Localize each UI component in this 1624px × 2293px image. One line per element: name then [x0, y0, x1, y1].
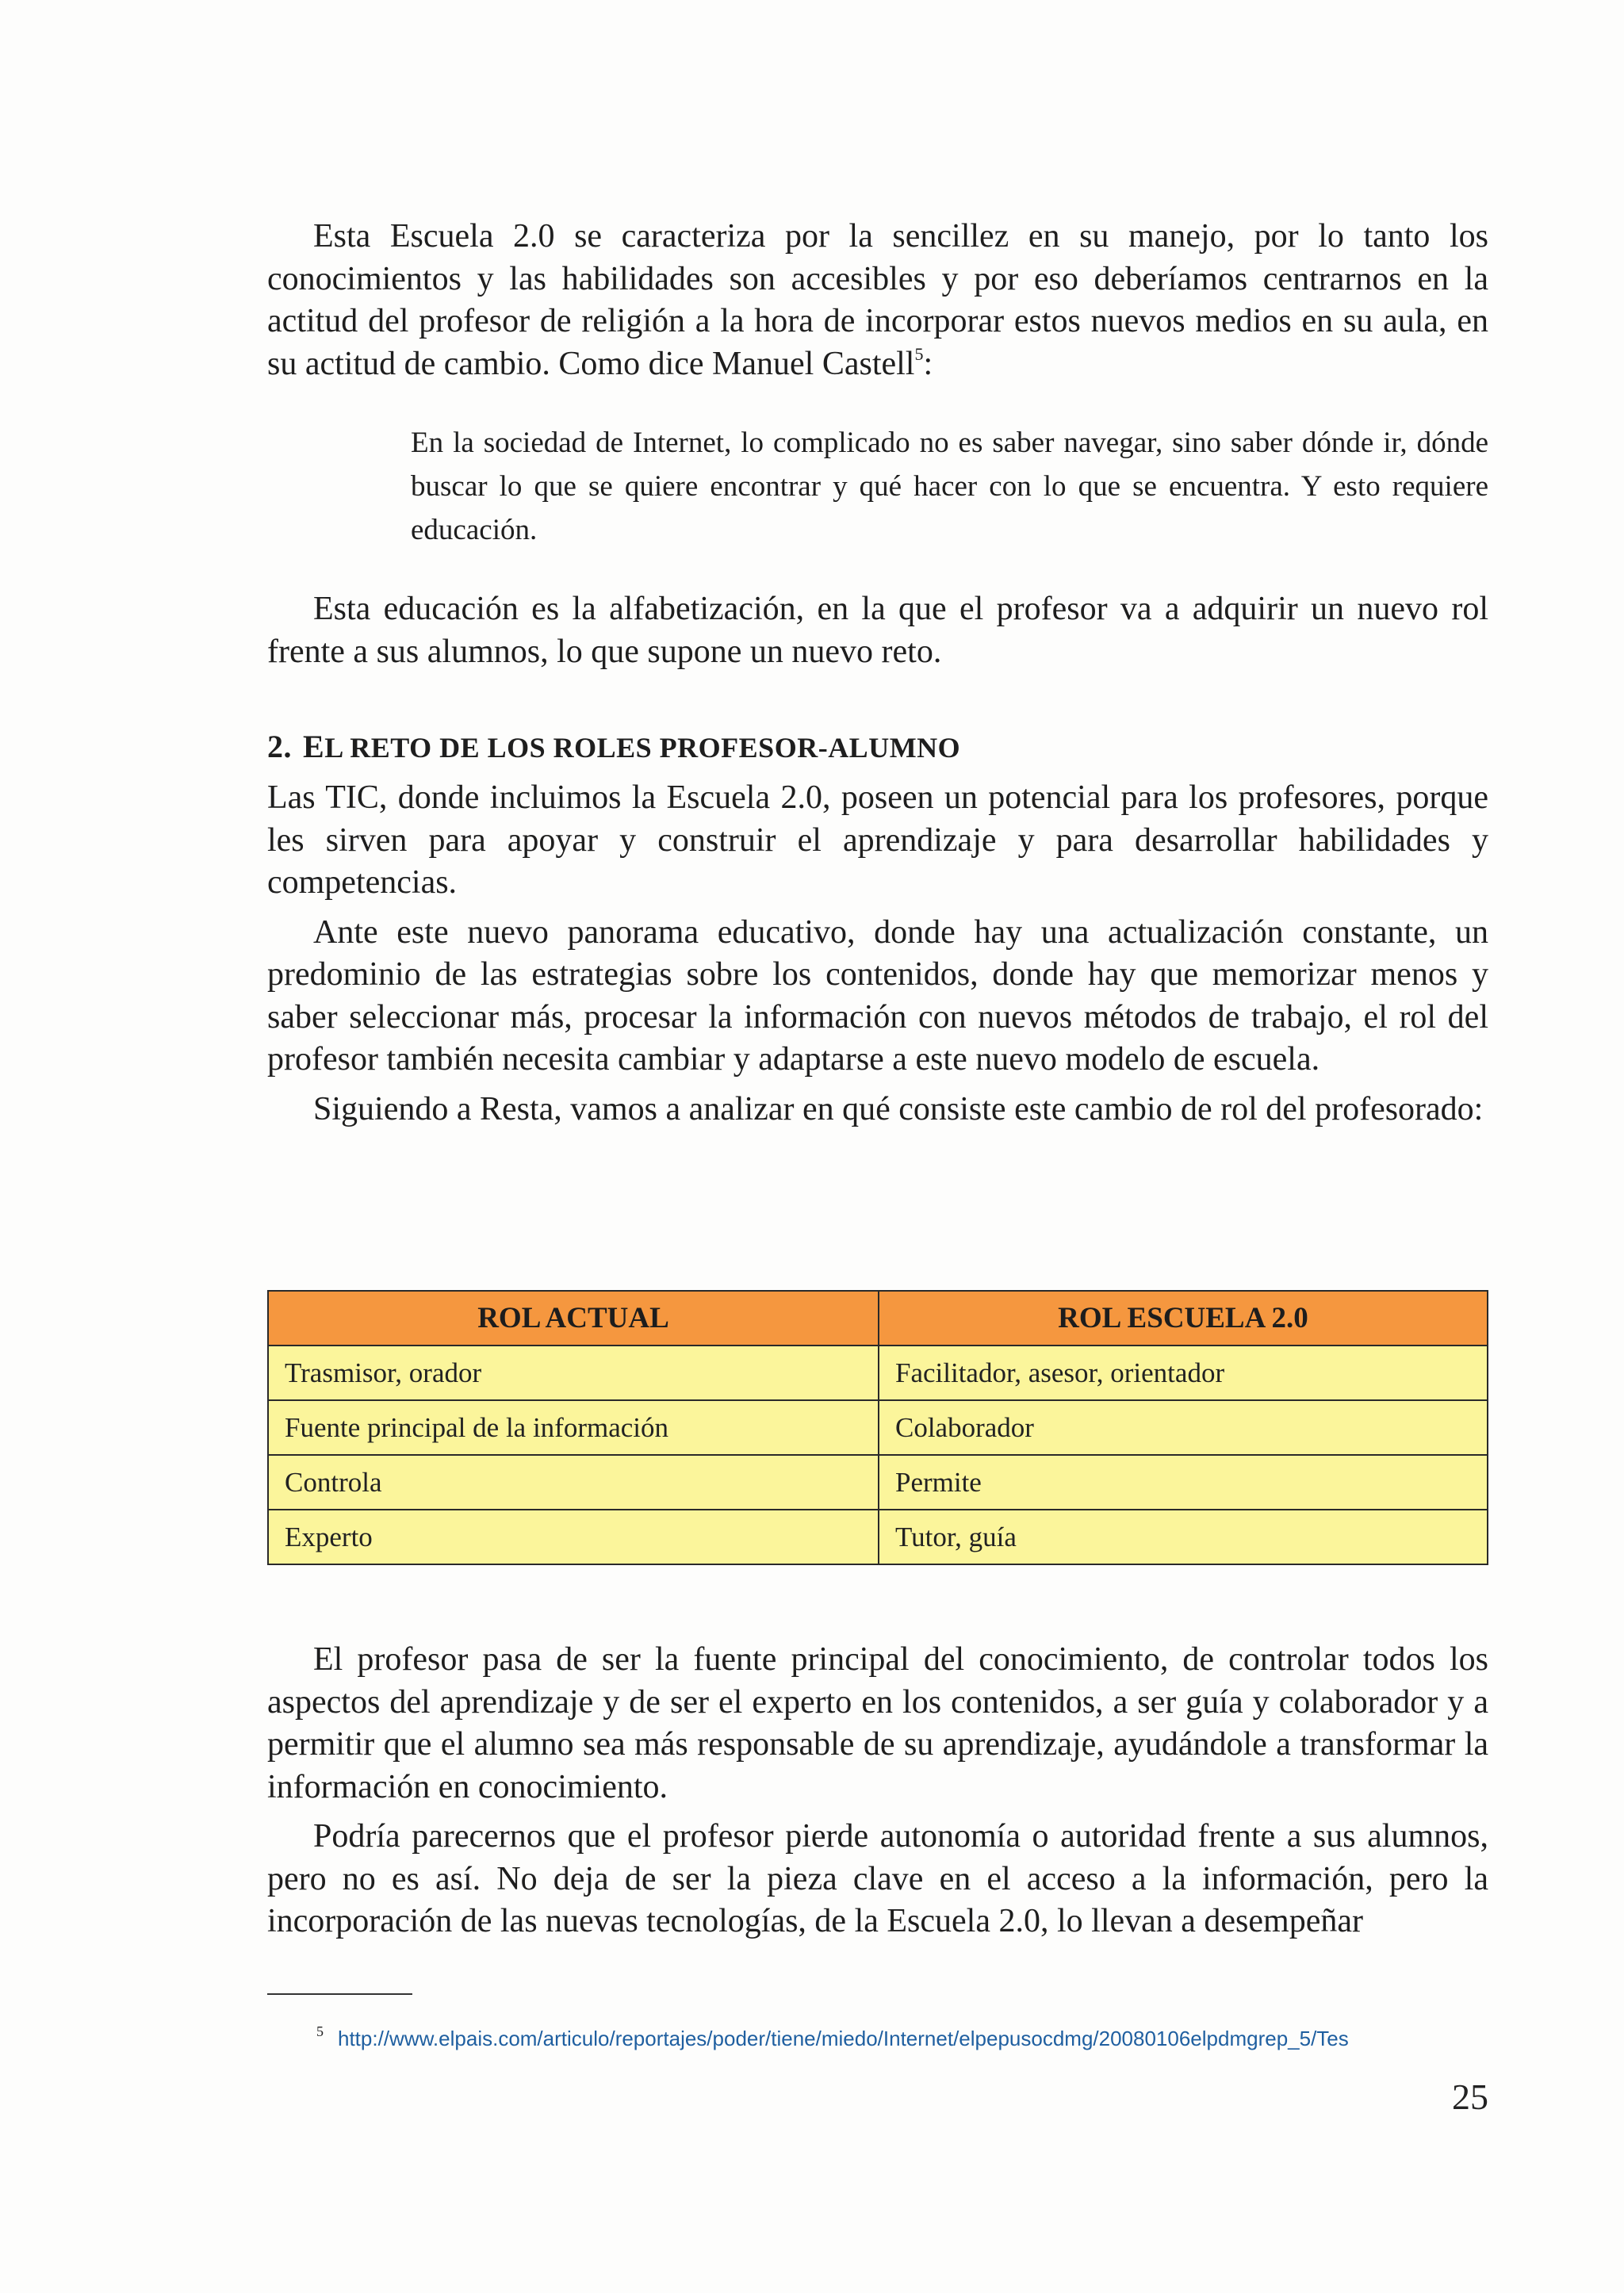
table-header-cell: ROL ESCUELA 2.0: [879, 1291, 1488, 1346]
section-number: 2.: [267, 729, 292, 764]
intro-paragraph: [267, 216, 1488, 385]
footnote-divider: [267, 1993, 412, 1995]
footnote-reference[interactable]: 5: [914, 343, 924, 364]
roles-table: [267, 1290, 1488, 1565]
block-quote: En la sociedad de Internet, lo complicado no es saber navegar, sino saber dónde ir, dónde buscar lo que se quiere encontrar y qué hacer con lo que se encuentra. Y esto requiere educación.: [411, 427, 1488, 546]
table-cell: Permite: [879, 1455, 1488, 1510]
panorama-paragraph: Ante este nuevo panorama educativo, donde hay una actualización constante, un predominio de las estrategias sobre los contenidos, donde hay que memorizar menos y saber seleccionar más, procesar la información con nuevos métodos de trabajo, el rol del profesor también necesita cambiar y adaptarse a este nuevo modelo de escuela.: [267, 913, 1488, 1078]
autonomy-paragraph: Podría parecernos que el profesor pierde autonomía o autoridad frente a sus alumnos, pero no es así. No deja de ser la pieza clave en el acceso a la información, pero la incorporación de las nuevas tecnologías, de la Escuela 2.0, lo llevan a desempeñar: [267, 1818, 1488, 1939]
section-heading: [267, 731, 1488, 764]
footnote: [267, 2014, 1488, 2056]
page-number: 25: [1452, 2077, 1488, 2117]
table-cell: Fuente principal de la información: [268, 1400, 879, 1455]
table-cell: Trasmisor, orador: [268, 1346, 879, 1400]
footnote-link[interactable]: http://www.elpais.com/articulo/reportajes/poder/tiene/miedo/Internet/elpepusocdmg/20080106elpdmgrep_5/Tes: [338, 2027, 1349, 2050]
resta-paragraph: Siguiendo a Resta, vamos a analizar en qué consiste este cambio de rol del profesorado:: [313, 1090, 1484, 1127]
body-block-2: [267, 1639, 1488, 1943]
footnote-mark: 5: [316, 2023, 324, 2039]
table-cell: Tutor, guía: [879, 1510, 1488, 1564]
table-row: [268, 1455, 1488, 1510]
after-table-paragraph: El profesor pasa de ser la fuente principal del conocimiento, de controlar todos los aspectos del aprendizaje y de ser el experto en los contenidos, a ser guía y colaborador y a permitir que el alumno sea más responsable de su aprendizaje, ayudándole a transformar la información en conocimiento.: [267, 1641, 1488, 1805]
section-title-part-1: L RETO DE LOS ROLES PROFESOR-: [324, 732, 829, 764]
table-cell: Experto: [268, 1510, 879, 1564]
education-paragraph: Esta educación es la alfabetización, en la que el profesor va a adquirir un nuevo rol frente a sus alumnos, lo que supone un nuevo reto.: [267, 591, 1488, 670]
section-heading-block: [267, 731, 1488, 764]
table-row: [268, 1400, 1488, 1455]
table-cell: Controla: [268, 1455, 879, 1510]
education-block: [267, 588, 1488, 673]
table-header-cell: ROL ACTUAL: [268, 1291, 879, 1346]
table-row: [268, 1510, 1488, 1564]
body-block-1: [267, 777, 1488, 1131]
intro-end: :: [923, 345, 933, 382]
table-row: [268, 1346, 1488, 1400]
table-header-row: [268, 1291, 1488, 1346]
table-cell: Facilitador, asesor, orientador: [879, 1346, 1488, 1400]
intro-block: [267, 216, 1488, 385]
section-title-initial: E: [303, 729, 325, 764]
table-cell: Colaborador: [879, 1400, 1488, 1455]
section-title-part-2: ALUMNO: [828, 732, 961, 764]
tic-paragraph: Las TIC, donde incluimos la Escuela 2.0, poseen un potencial para los profesores, porque les sirven para apoyar y construir el aprendizaje y para desarrollar habilidades y competencias.: [267, 779, 1488, 901]
intro-text: Esta Escuela 2.0 se caracteriza por la sencillez en su manejo, por lo tanto los conocimientos y las habilidades son accesibles y por eso deberíamos centrarnos en la actitud del profesor de religión a la hora de incorporar estos nuevos medios en su aula, en su actitud de cambio. Como dice Manuel Castell: [267, 218, 1488, 382]
